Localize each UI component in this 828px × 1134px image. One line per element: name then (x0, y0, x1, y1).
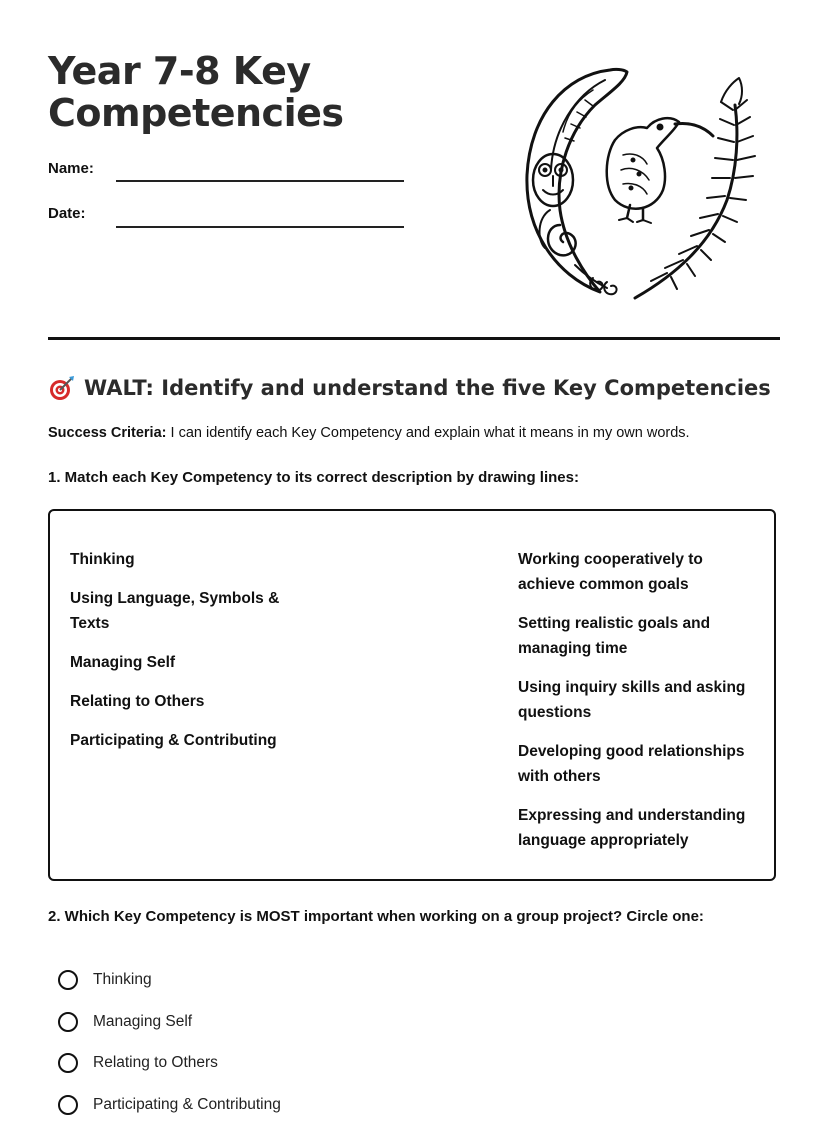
option-label: Relating to Others (93, 1054, 218, 1071)
section-divider (48, 337, 780, 340)
option-participating-contributing[interactable] (58, 1093, 281, 1117)
competency-item: Participating & Contributing (70, 732, 277, 749)
competency-item: Relating to Others (70, 693, 205, 710)
option-label: Managing Self (93, 1012, 193, 1030)
question-1: 1. Match each Key Competency to its correct description by drawing lines: (48, 469, 579, 486)
page-title (48, 50, 344, 134)
target-dart-icon (48, 374, 76, 402)
name-label: Name: (48, 160, 94, 177)
competency-item: Thinking (70, 551, 135, 568)
success-criteria (48, 425, 690, 441)
maori-koru-kiwi-fern-illustration (515, 60, 785, 310)
radio-circle[interactable] (58, 970, 78, 990)
radio-circle[interactable] (58, 1053, 78, 1073)
description-item: Working cooperatively to achieve common goals (518, 551, 703, 593)
walt-heading (48, 374, 771, 402)
option-relating-to-others[interactable] (58, 1051, 281, 1075)
title-line-2: Competencies (48, 91, 344, 135)
description-item: Setting realistic goals and managing time (518, 615, 711, 657)
title-line-1: Year 7-8 Key (48, 49, 311, 93)
name-field[interactable] (116, 180, 404, 182)
radio-circle[interactable] (58, 1012, 78, 1032)
competency-item: Using Language, Symbols & Texts (70, 590, 280, 632)
description-column (518, 547, 758, 867)
question-2: 2. Which Key Competency is MOST important when working on a group project? Circle one: (48, 908, 704, 925)
option-managing-self[interactable] (58, 1010, 281, 1034)
description-item: Using inquiry skills and asking questions (518, 679, 746, 721)
competency-item: Managing Self (70, 654, 176, 671)
date-field[interactable] (116, 226, 404, 228)
option-label: Participating & Contributing (93, 1095, 281, 1113)
answer-options (58, 968, 281, 1134)
competency-column (70, 547, 300, 767)
radio-circle[interactable] (58, 1095, 78, 1115)
walt-text: WALT: Identify and understand the five Key Competencies (84, 376, 771, 400)
option-label: Thinking (93, 971, 152, 988)
matching-box (48, 509, 776, 881)
description-item: Expressing and understanding language appropriately (518, 807, 746, 849)
option-thinking[interactable] (58, 968, 281, 992)
success-criteria-text: I can identify each Key Competency and explain what it means in my own words. (166, 425, 690, 441)
date-label: Date: (48, 205, 86, 222)
success-criteria-label: Success Criteria: (48, 425, 167, 441)
description-item: Developing good relationships with others (518, 743, 745, 785)
